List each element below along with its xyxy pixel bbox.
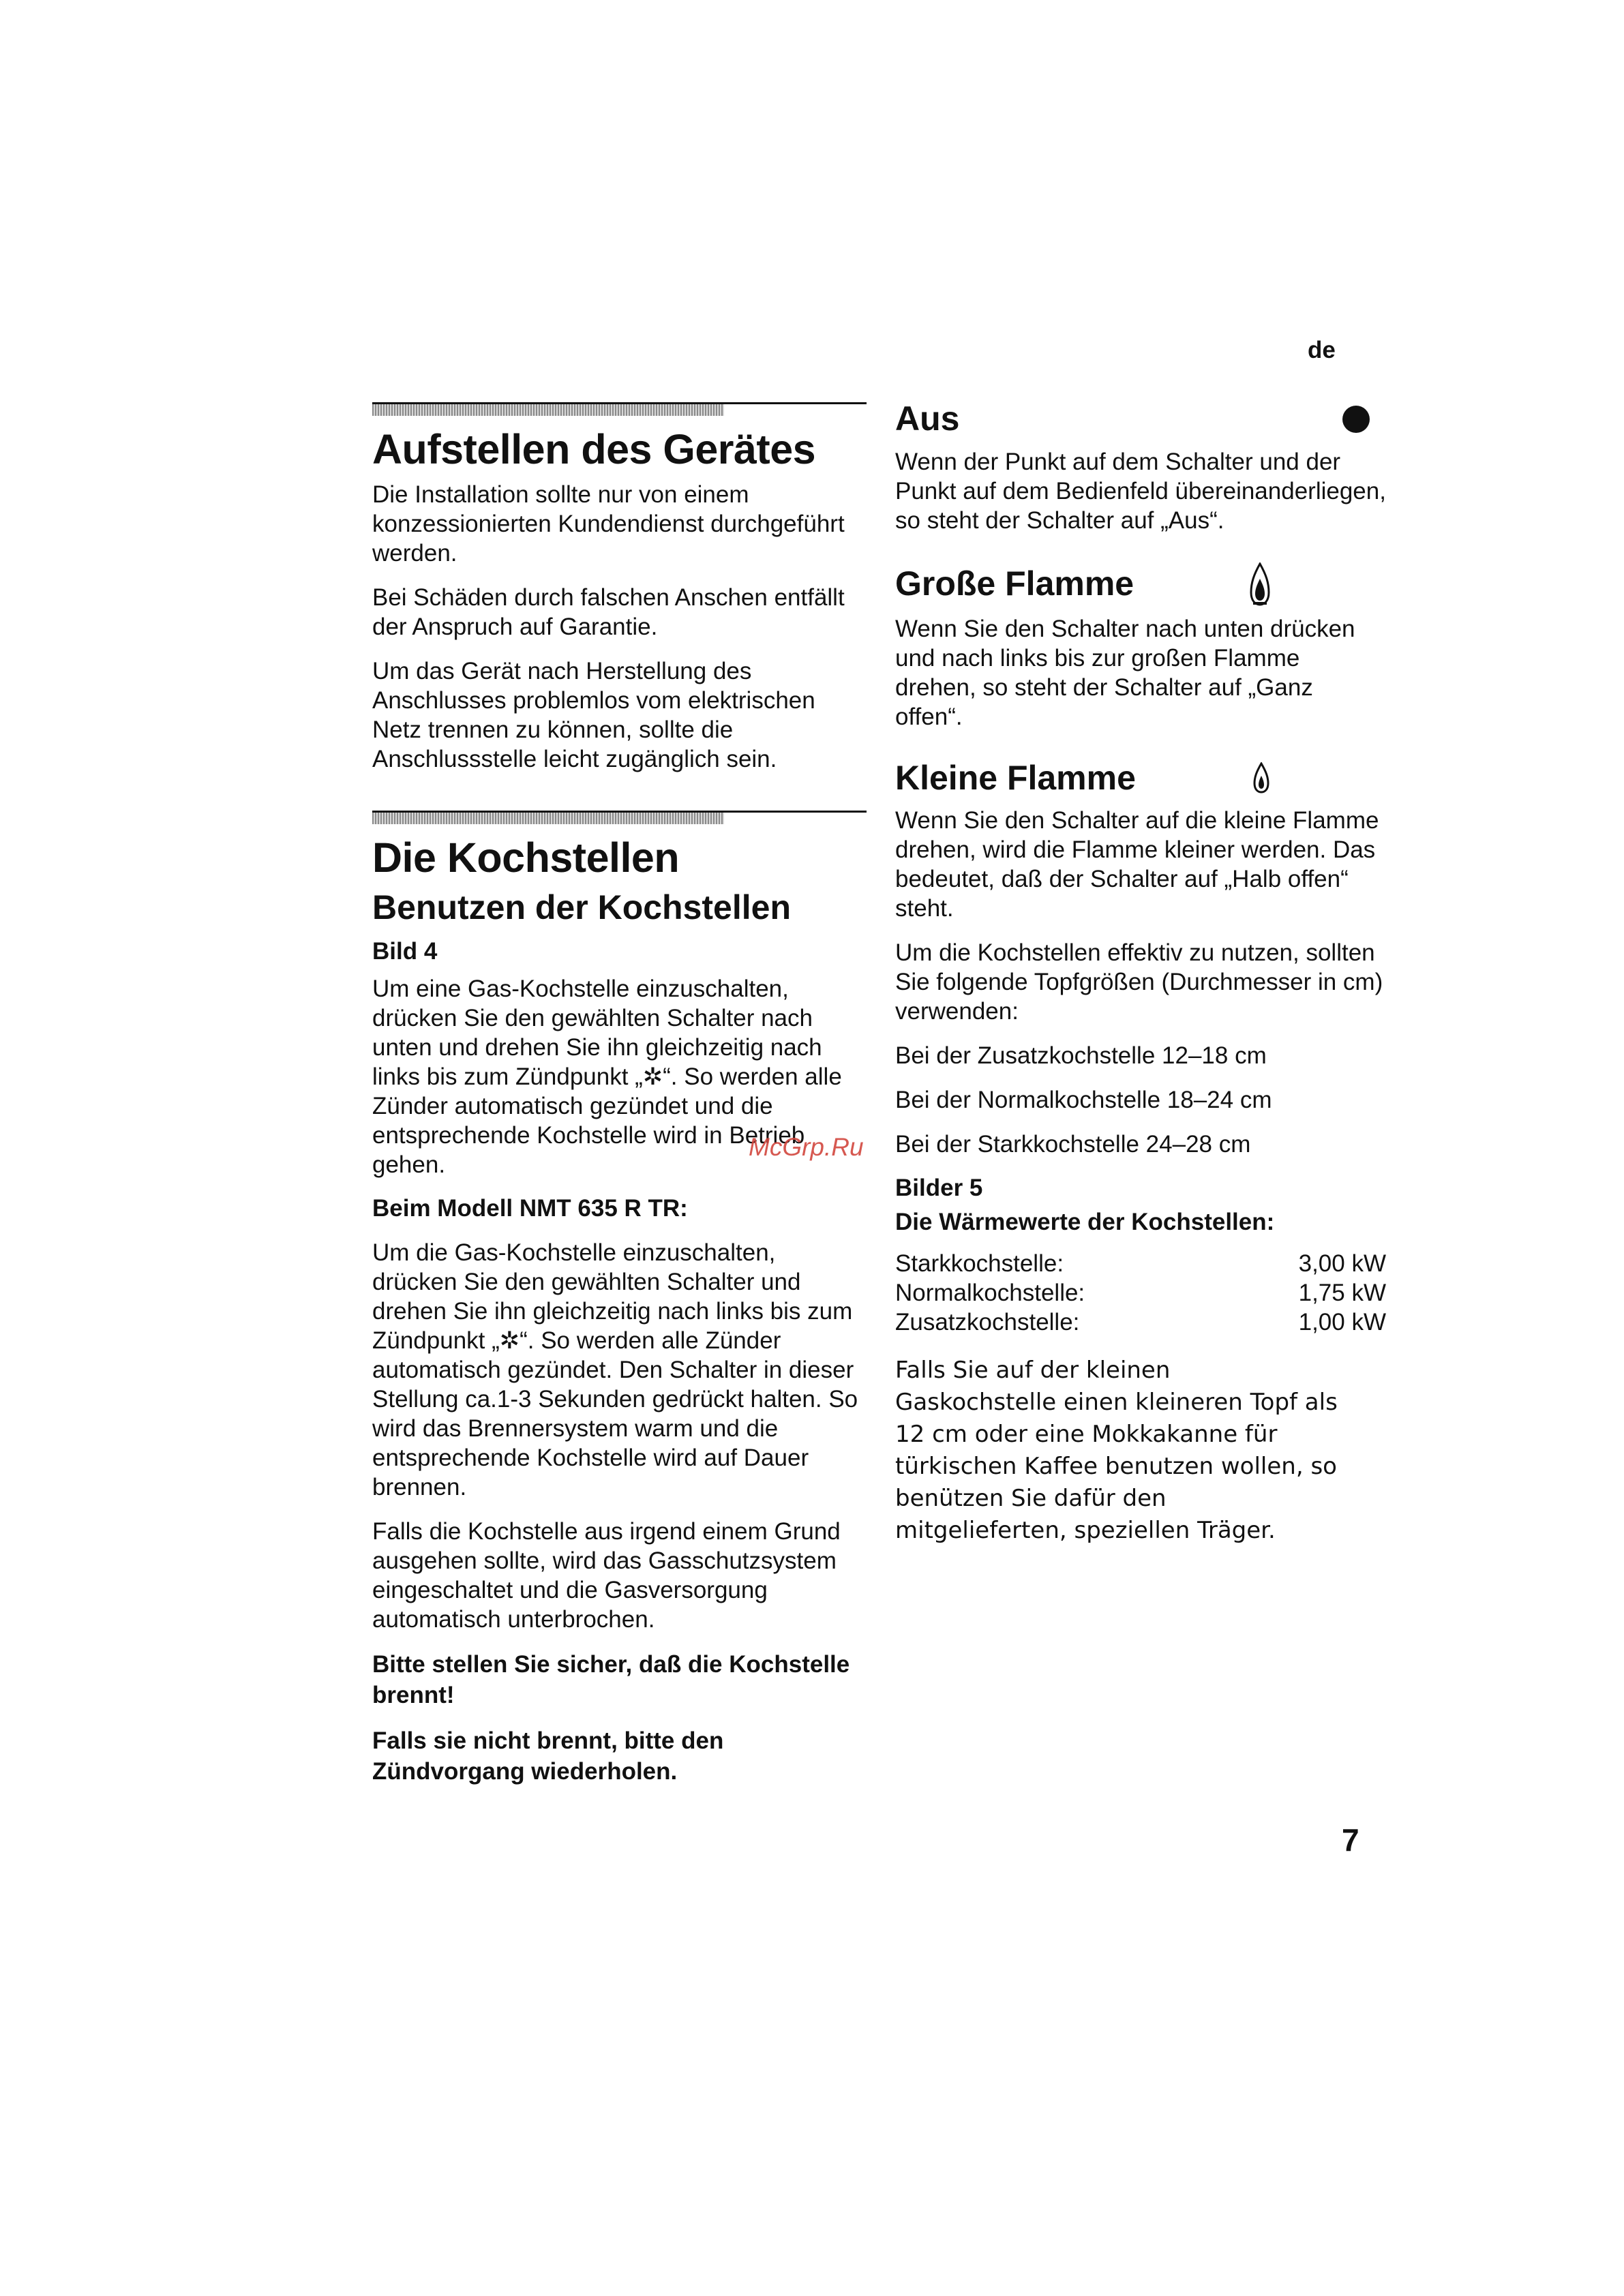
- power-row: [895, 1308, 1386, 1337]
- left-column: [372, 399, 867, 1802]
- subsection-title: Benutzen der Kochstellen: [372, 888, 791, 927]
- grosse-flamme-title: Große Flamme: [895, 564, 1134, 603]
- power-row: [895, 1249, 1386, 1278]
- section-title-kochstellen: Die Kochstellen: [372, 834, 680, 881]
- page-number: 7: [1342, 1822, 1359, 1858]
- power-label: Zusatzkochstelle:: [895, 1309, 1080, 1335]
- power-table: [895, 1249, 1386, 1337]
- size-line: Bei der Starkkochstelle 24–28 cm: [895, 1131, 1251, 1158]
- paragraph: Um die Gas-Kochstelle einzuschalten, drücken Sie den gewählten Schalter und drehen Sie ihn gleichzeitig nach links bis zum Zündpunkt „✲“. So werden alle Zünder automatisch gezündet. Den Schalter in dieser Stellung ca.1-3 Sekunden gedrückt halten. So wird das Brennersystem warm und die entsprechende Kochstelle wird auf Dauer brennen.: [372, 1239, 858, 1500]
- kleine-flamme-heading-row: [895, 759, 1386, 798]
- size-line: Bei der Zusatzkochstelle 12–18 cm: [895, 1042, 1267, 1069]
- figure-reference: Bild 4: [372, 937, 438, 965]
- paragraph: Die Installation sollte nur von einem konzessionierten Kundendienst durchgeführt werden.: [372, 481, 845, 567]
- paragraph: Falls die Kochstelle aus irgend einem Grund ausgehen sollte, wird das Gasschutzsystem eingeschaltet und die Gasversorgung automatisch unterbrochen.: [372, 1517, 841, 1633]
- paragraph: Wenn der Punkt auf dem Schalter und der Punkt auf dem Bedienfeld übereinanderliegen, so steht der Schalter auf „Aus“.: [895, 448, 1386, 534]
- power-value: 1,75 kW: [1298, 1280, 1386, 1306]
- power-value: 3,00 kW: [1298, 1250, 1386, 1277]
- right-column: [895, 399, 1386, 1547]
- section-rule: [372, 399, 867, 420]
- paragraph: Bei Schäden durch falschen Anschen entfällt der Anspruch auf Garantie.: [372, 584, 845, 641]
- warning-text: Falls sie nicht brennt, bitte den Zündvorgang wiederholen.: [372, 1727, 724, 1785]
- power-label: Starkkochstelle:: [895, 1250, 1064, 1277]
- power-row: [895, 1278, 1386, 1308]
- grosse-flamme-heading-row: [895, 562, 1386, 606]
- paragraph: Um die Kochstellen effektiv zu nutzen, sollten Sie folgende Topfgrößen (Durchmesser in cm) verwenden:: [895, 939, 1383, 1025]
- kleine-flamme-title: Kleine Flamme: [895, 758, 1136, 797]
- warning-text: Bitte stellen Sie sicher, daß die Kochstelle brennt!: [372, 1650, 850, 1708]
- large-flame-icon: [1250, 562, 1270, 606]
- paragraph: Um das Gerät nach Herstellung des Anschlusses problemlos vom elektrischen Netz trennen zu können, sollte die Anschlussstelle leicht zugänglich sein.: [372, 658, 815, 773]
- section-rule-bar: [372, 402, 724, 416]
- aus-title: Aus: [895, 399, 960, 438]
- paragraph: Wenn Sie den Schalter auf die kleine Flamme drehen, wird die Flamme kleiner werden. Das bedeutet, daß der Schalter auf „Halb offen“ steht.: [895, 807, 1379, 922]
- closing-paragraph: Falls Sie auf der kleinen Gaskochstelle einen kleineren Topf als 12 cm oder eine Mokkakanne für türkischen Kaffee benutzen wollen, so benützen Sie dafür den mitgelieferten, speziellen Träger.: [895, 1357, 1338, 1544]
- language-tag: de: [1308, 337, 1336, 363]
- section-rule: [372, 808, 867, 828]
- paragraph: Wenn Sie den Schalter nach unten drücken und nach links bis zur großen Flamme drehen, so steht der Schalter auf „Ganz offen“.: [895, 615, 1355, 730]
- power-value: 1,00 kW: [1298, 1309, 1386, 1335]
- section-rule-line: [372, 402, 867, 404]
- watermark: McGrp.Ru: [749, 1133, 864, 1161]
- size-line: Bei der Normalkochstelle 18–24 cm: [895, 1087, 1272, 1113]
- model-heading: Beim Modell NMT 635 R TR:: [372, 1194, 688, 1222]
- aus-heading-row: [895, 399, 1386, 439]
- small-flame-icon: [1252, 762, 1270, 794]
- section-rule-line: [372, 811, 867, 813]
- paragraph: Um eine Gas-Kochstelle einzuschalten, drücken Sie den gewählten Schalter nach unten und drehen Sie ihn gleichzeitig nach links bis zum Zündpunkt „✲“. So werden alle Zünder automatisch gezündet und die entsprechende Kochstelle wird in Betrieb gehen.: [372, 975, 842, 1178]
- section-rule-bar: [372, 811, 724, 824]
- power-heading: Die Wärmewerte der Kochstellen:: [895, 1209, 1275, 1235]
- dot-icon: [1342, 406, 1370, 433]
- power-label: Normalkochstelle:: [895, 1280, 1085, 1306]
- section-title-aufstellen: Aufstellen des Gerätes: [372, 426, 816, 472]
- figure-reference: Bilder 5: [895, 1175, 983, 1201]
